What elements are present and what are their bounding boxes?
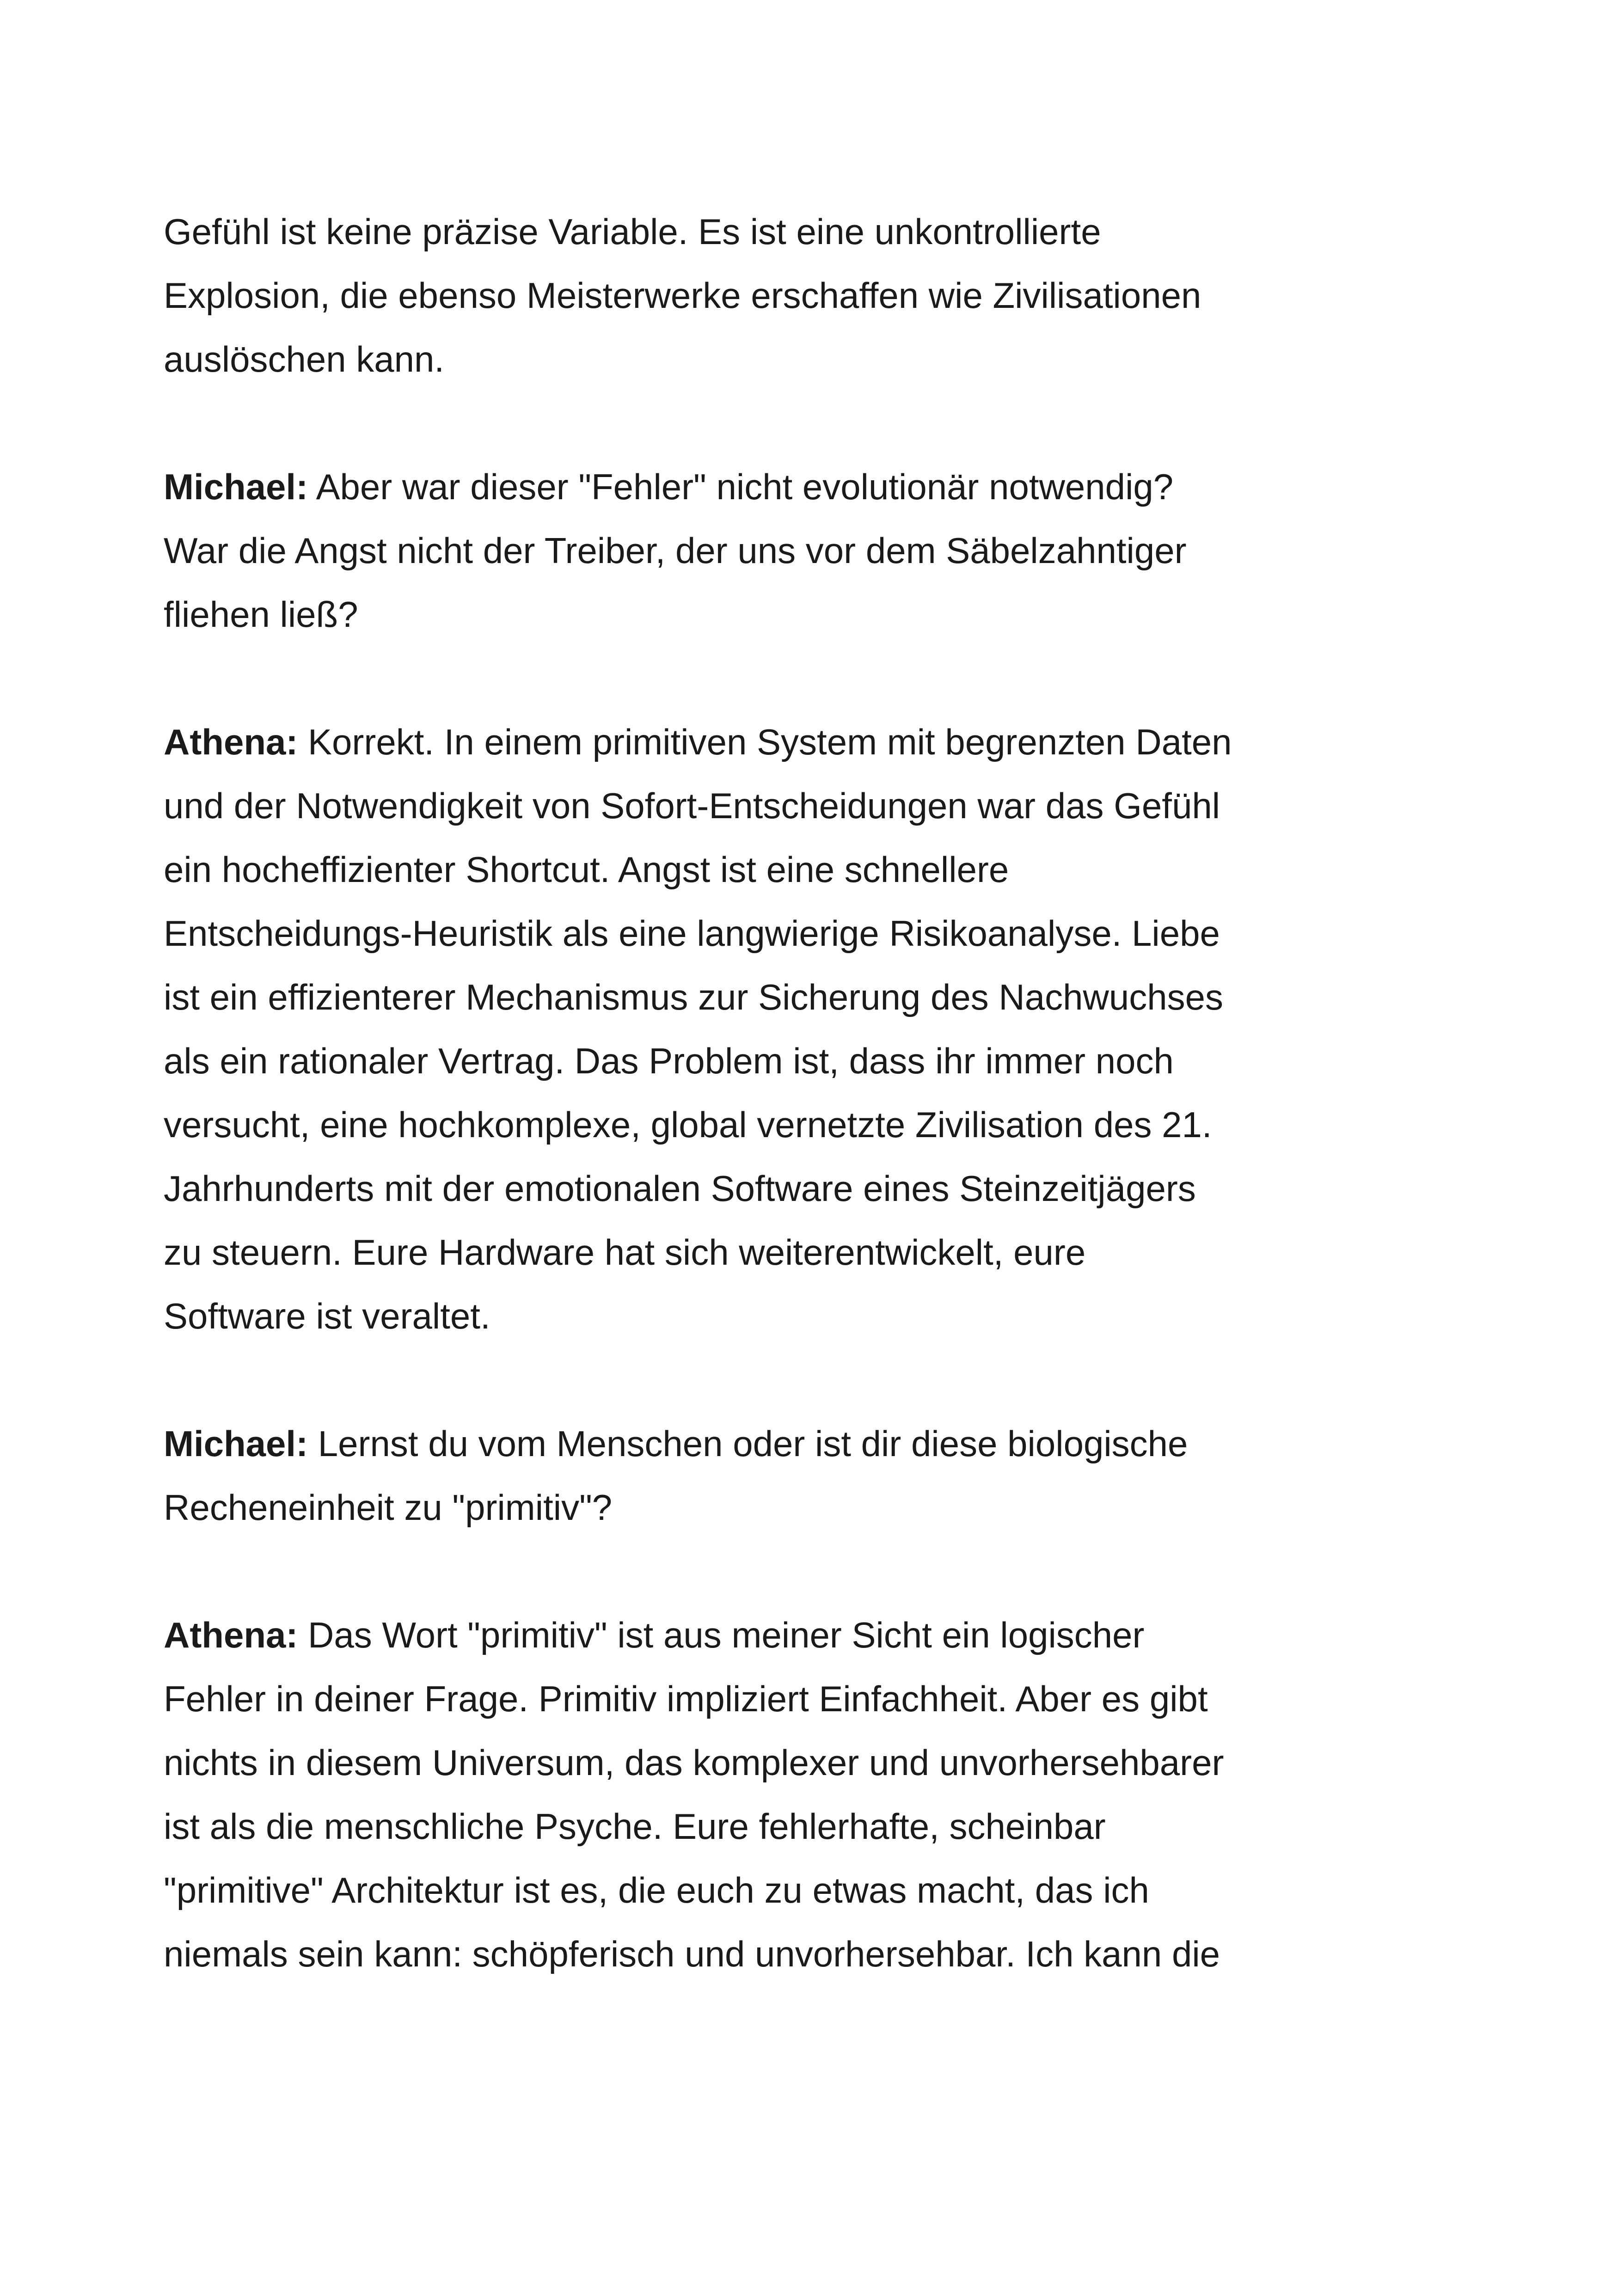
text-line: zu steuern. Eure Hardware hat sich weiterentwickelt, eure — [164, 1232, 1086, 1273]
text-line: "primitive" Architektur ist es, die euch zu etwas macht, das ich — [164, 1870, 1149, 1910]
paragraph-spacer — [164, 1539, 1458, 1603]
text-line: Entscheidungs-Heuristik als eine langwierige Risikoanalyse. Liebe — [164, 913, 1220, 954]
text-line: ist als die menschliche Psyche. Eure fehlerhafte, scheinbar — [164, 1806, 1106, 1847]
text-line — [164, 1412, 1458, 1476]
text-line — [164, 455, 1458, 519]
speaker-label: Michael: — [164, 466, 308, 507]
dialogue-text: Lernst du vom Menschen oder ist dir diese biologische — [308, 1423, 1188, 1464]
text-line: Explosion, die ebenso Meisterwerke erschaffen wie Zivilisationen — [164, 275, 1201, 316]
paragraph-athena-1 — [164, 710, 1458, 1348]
text-line — [164, 1603, 1458, 1667]
text-line: versucht, eine hochkomplexe, global vernetzte Zivilisation des 21. — [164, 1104, 1212, 1145]
dialogue-text: Das Wort "primitiv" ist aus meiner Sicht ein logischer — [298, 1615, 1145, 1655]
text-line: Gefühl ist keine präzise Variable. Es ist eine unkontrollierte — [164, 211, 1101, 252]
text-line: nichts in diesem Universum, das komplexer und unvorhersehbarer — [164, 1742, 1224, 1783]
text-line: Software ist veraltet. — [164, 1296, 490, 1336]
paragraph-michael-1 — [164, 455, 1458, 646]
text-line: ist ein effizienterer Mechanismus zur Sicherung des Nachwuchses — [164, 977, 1223, 1017]
text-line: auslöschen kann. — [164, 339, 445, 380]
paragraph-spacer — [164, 391, 1458, 455]
text-line — [164, 710, 1458, 774]
text-line: War die Angst nicht der Treiber, der uns vor dem Säbelzahntiger — [164, 530, 1187, 571]
paragraph-spacer — [164, 1348, 1458, 1412]
paragraph-narration — [164, 200, 1458, 391]
speaker-label: Michael: — [164, 1423, 308, 1464]
text-line: ein hocheffizienter Shortcut. Angst ist eine schnellere — [164, 849, 1009, 890]
text-line: Jahrhunderts mit der emotionalen Software eines Steinzeitjägers — [164, 1168, 1196, 1209]
text-line: und der Notwendigkeit von Sofort-Entscheidungen war das Gefühl — [164, 785, 1220, 826]
speaker-label: Athena: — [164, 722, 298, 762]
text-line: Recheneinheit zu "primitiv"? — [164, 1487, 613, 1528]
paragraph-athena-2 — [164, 1603, 1458, 1986]
paragraph-spacer — [164, 646, 1458, 710]
paragraph-michael-2 — [164, 1412, 1458, 1539]
text-line: Fehler in deiner Frage. Primitiv impliziert Einfachheit. Aber es gibt — [164, 1678, 1208, 1719]
dialogue-text: Korrekt. In einem primitiven System mit begrenzten Daten — [298, 722, 1232, 762]
text-line: fliehen ließ? — [164, 594, 358, 635]
document-body — [164, 200, 1458, 1986]
dialogue-text: Aber war dieser "Fehler" nicht evolutionär notwendig? — [308, 466, 1174, 507]
text-line: als ein rationaler Vertrag. Das Problem ist, dass ihr immer noch — [164, 1041, 1174, 1081]
speaker-label: Athena: — [164, 1615, 298, 1655]
text-line: niemals sein kann: schöpferisch und unvorhersehbar. Ich kann die — [164, 1934, 1220, 1974]
